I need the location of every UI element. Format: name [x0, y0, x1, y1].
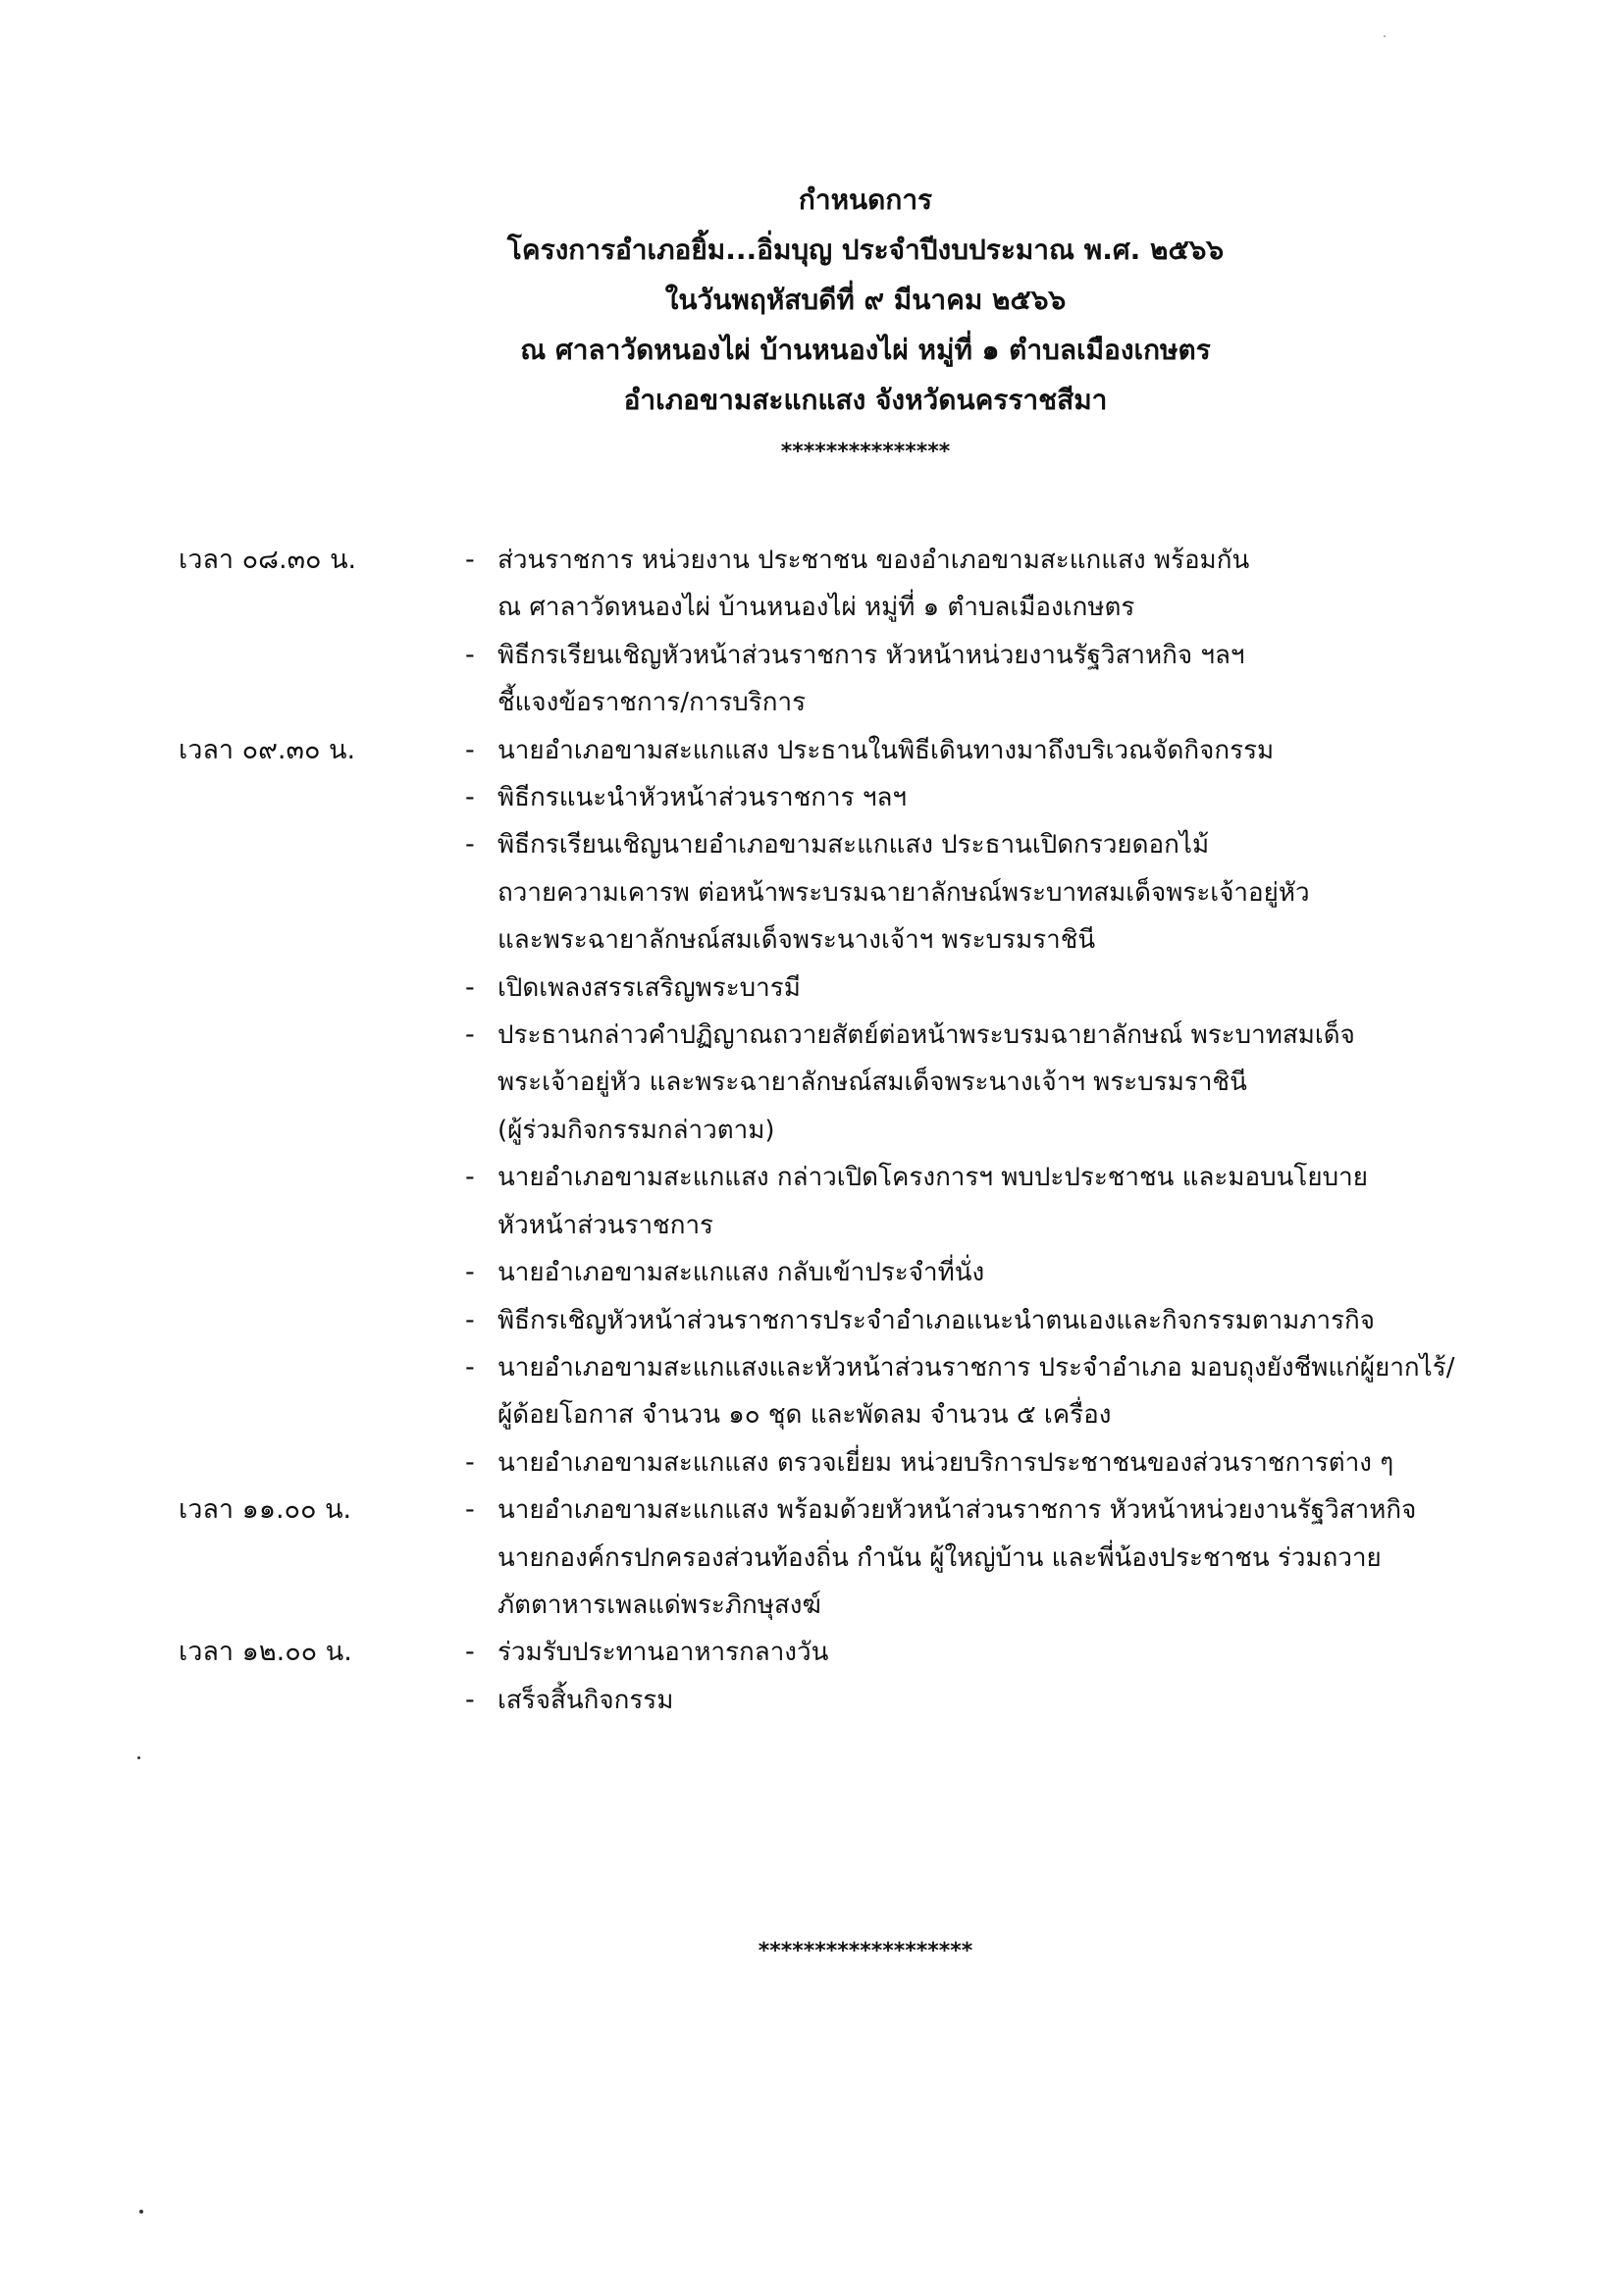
header-separator: ***************	[780, 440, 951, 464]
schedule-block	[179, 1629, 1552, 1724]
schedule-item-text	[497, 1439, 1552, 1487]
schedule-item-text	[497, 1629, 1552, 1676]
header-district: อำเภอขามสะแกแสง จังหวัดนครราชสีมา	[623, 384, 1108, 416]
bullet-dash: -	[465, 1257, 475, 1288]
header-venue: ณ ศาลาวัดหนองไผ่ บ้านหนองไผ่ หมู่ที่ ๑ ตำบลเมืองเกษตร	[520, 334, 1211, 366]
schedule-item-line: นายอำเภอขามสะแกแสง กลับเข้าประจำที่นั่ง	[497, 1258, 985, 1288]
schedule-item-text	[497, 1677, 1552, 1724]
schedule-item	[465, 774, 1552, 821]
header-date: ในวันพฤหัสบดีที่ ๙ มีนาคม ๒๕๖๖	[664, 284, 1067, 316]
schedule-item	[465, 632, 1552, 727]
schedule-item-line: นายอำเภอขามสะแกแสง ประธานในพิธีเดินทางมาถึงบริเวณจัดกิจกรรม	[497, 735, 1275, 765]
schedule-time: เวลา ๐๘.๓๐ น.	[179, 545, 357, 575]
schedule-item-line: นายอำเภอขามสะแกแสง กล่าวเปิดโครงการฯ พบปะประชาชน และมอบนโยบาย	[497, 1163, 1368, 1193]
schedule-item	[465, 1439, 1552, 1487]
schedule-item	[465, 1487, 1552, 1629]
schedule-item	[465, 821, 1552, 964]
scan-speck	[1384, 35, 1386, 37]
schedule-item-line: นายอำเภอขามสะแกแสง ตรวจเยี่ยม หน่วยบริการประชาชนของส่วนราชการต่าง ๆ	[497, 1447, 1394, 1478]
schedule-item-line: นายอำเภอขามสะแกแสง พร้อมด้วยหัวหน้าส่วนราชการ หัวหน้าหน่วยงานรัฐวิสาหกิจ	[497, 1495, 1417, 1526]
schedule-items	[465, 727, 1552, 1487]
schedule-item-line: พิธีกรเรียนเชิญนายอำเภอขามสะแกแสง ประธานเปิดกรวยดอกไม้	[497, 830, 1210, 861]
bullet-dash: -	[465, 971, 475, 1003]
schedule-block	[179, 727, 1552, 1487]
schedule-item	[465, 1677, 1552, 1724]
scan-speck	[139, 2210, 143, 2214]
bullet-dash: -	[465, 1019, 475, 1051]
schedule-item-line: ภัตตาหารเพลแด่พระภิกษุสงฆ์	[497, 1590, 821, 1620]
schedule-item-line: ร่วมรับประทานอาหารกลางวัน	[497, 1638, 829, 1668]
bullet-dash: -	[465, 734, 475, 765]
document-header	[0, 175, 1623, 425]
schedule-item	[465, 1629, 1552, 1676]
schedule-item-line: นายกองค์กรปกครองส่วนท้องถิ่น กำนัน ผู้ใหญ่บ้าน และพี่น้องประชาชน ร่วมถวาย	[497, 1542, 1382, 1573]
schedule-time: เวลา ๑๒.๐๐ น.	[179, 1637, 352, 1668]
footer-separator: *******************	[758, 1939, 973, 1963]
schedule-item-text	[497, 727, 1552, 774]
bullet-dash: -	[465, 1637, 475, 1668]
bullet-dash: -	[465, 1351, 475, 1383]
schedule-item-text	[497, 774, 1552, 821]
schedule-item	[465, 537, 1552, 632]
schedule-item-line: ผู้ด้อยโอกาส จำนวน ๑๐ ชุด และพัดลม จำนวน ๕ เครื่อง	[497, 1400, 1112, 1431]
schedule-block	[179, 1487, 1552, 1629]
schedule-item-text	[497, 965, 1552, 1012]
schedule-item-text	[497, 537, 1552, 632]
bullet-dash: -	[465, 829, 475, 861]
schedule-item-line: นายอำเภอขามสะแกแสงและหัวหน้าส่วนราชการ ประจำอำเภอ มอบถุงยังชีพแก่ผู้ยากไร้/	[497, 1352, 1455, 1383]
schedule-item-line: ชี้แจงข้อราชการ/การบริการ	[497, 688, 807, 718]
schedule-block	[179, 537, 1552, 727]
schedule-item	[465, 727, 1552, 774]
schedule-items	[465, 1629, 1552, 1724]
schedule-item	[465, 1297, 1552, 1344]
bullet-dash: -	[465, 1684, 475, 1715]
bullet-dash: -	[465, 1494, 475, 1526]
schedule-item	[465, 965, 1552, 1012]
schedule-item	[465, 1249, 1552, 1296]
schedule-items	[465, 1487, 1552, 1629]
schedule-item-text	[497, 1344, 1552, 1439]
schedule-item-line: ประธานกล่าวคำปฏิญาณถวายสัตย์ต่อหน้าพระบรมฉายาลักษณ์ พระบาทสมเด็จ	[497, 1020, 1355, 1051]
schedule-item-line: และพระฉายาลักษณ์สมเด็จพระนางเจ้าฯ พระบรมราชินี	[497, 925, 1096, 956]
scan-speck	[137, 1756, 140, 1759]
schedule-item-line: พิธีกรเรียนเชิญหัวหน้าส่วนราชการ หัวหน้าหน่วยงานรัฐวิสาหกิจ ฯลฯ	[497, 640, 1245, 670]
schedule-item-line: เปิดเพลงสรรเสริญพระบารมี	[497, 972, 801, 1003]
schedule-item-line: ส่วนราชการ หน่วยงาน ประชาชน ของอำเภอขามสะแกแสง พร้อมกัน	[497, 546, 1250, 575]
bullet-dash: -	[465, 1304, 475, 1335]
schedule-item-line: (ผู้ร่วมกิจกรรมกล่าวตาม)	[497, 1115, 775, 1145]
schedule-item-text	[497, 1487, 1552, 1629]
bullet-dash: -	[465, 782, 475, 813]
schedule-item-line: พิธีกรแนะนำหัวหน้าส่วนราชการ ฯลฯ	[497, 783, 907, 813]
schedule-item-line: ณ ศาลาวัดหนองไผ่ บ้านหนองไผ่ หมู่ที่ ๑ ตำบลเมืองเกษตร	[497, 593, 1135, 623]
schedule-item	[465, 1154, 1552, 1249]
bullet-dash: -	[465, 1446, 475, 1478]
schedule-item-text	[497, 1297, 1552, 1344]
schedule-item-text	[497, 821, 1552, 964]
bullet-dash: -	[465, 545, 475, 575]
bullet-dash: -	[465, 639, 475, 670]
schedule-item-text	[497, 632, 1552, 727]
schedule-item-text	[497, 1249, 1552, 1296]
header-title: กำหนดการ	[798, 183, 933, 216]
schedule-item-text	[497, 1012, 1552, 1154]
schedule-item	[465, 1012, 1552, 1154]
schedule-items	[465, 537, 1552, 727]
schedule-time: เวลา ๐๙.๓๐ น.	[179, 734, 356, 765]
schedule	[179, 537, 1552, 1724]
schedule-item-line: หัวหน้าส่วนราชการ	[497, 1210, 714, 1240]
schedule-time: เวลา ๑๑.๐๐ น.	[179, 1494, 352, 1526]
schedule-item-text	[497, 1154, 1552, 1249]
header-project: โครงการอำเภอยิ้ม...อิ่มบุญ ประจำปีงบประมาณ พ.ศ. ๒๕๖๖	[506, 234, 1225, 266]
schedule-item-line: พระเจ้าอยู่หัว และพระฉายาลักษณ์สมเด็จพระนางเจ้าฯ พระบรมราชินี	[497, 1068, 1247, 1098]
schedule-item-line: เสร็จสิ้นกิจกรรม	[497, 1685, 674, 1715]
bullet-dash: -	[465, 1162, 475, 1193]
schedule-item-line: พิธีกรเชิญหัวหน้าส่วนราชการประจำอำเภอแนะนำตนเองและกิจกรรมตามภารกิจ	[497, 1305, 1376, 1335]
schedule-item-line: ถวายความเคารพ ต่อหน้าพระบรมฉายาลักษณ์พระบาทสมเด็จพระเจ้าอยู่หัว	[497, 877, 1310, 908]
schedule-item	[465, 1344, 1552, 1439]
